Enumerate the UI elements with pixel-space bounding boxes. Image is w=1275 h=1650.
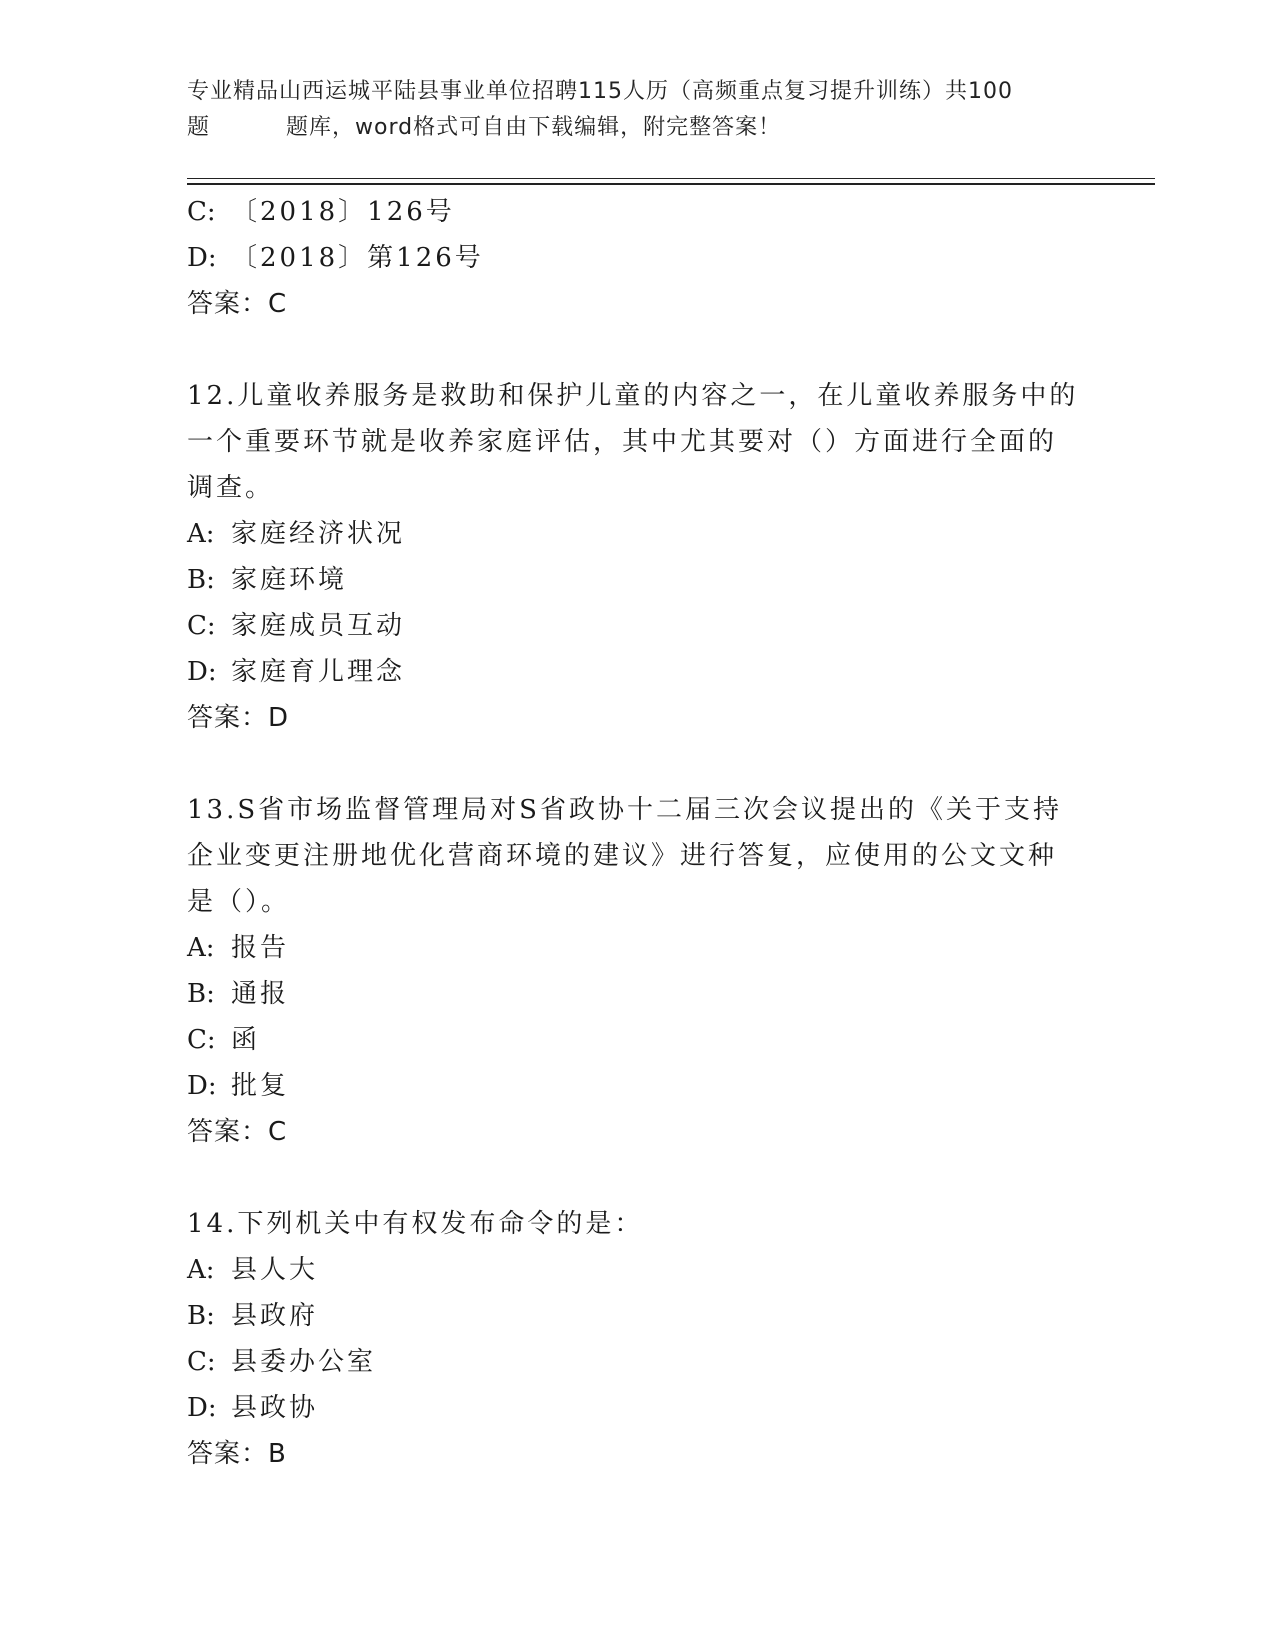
- option-a: A: 报告: [187, 933, 290, 963]
- header-line2-text: 题库，word格式可自由下载编辑，附完整答案！: [286, 115, 782, 140]
- option-d: D: 县政协: [187, 1393, 319, 1423]
- option-c: C: 〔2018〕126号: [187, 197, 455, 227]
- question-13: [187, 787, 1087, 1155]
- header-title-line1: 专业精品山西运城平陆县事业单位招聘115人历（高频重点复习提升训练）共100: [187, 79, 1013, 104]
- option-b: B: 通报: [187, 979, 290, 1009]
- question-text: 调查。: [187, 473, 275, 503]
- question-text: 12.儿童收养服务是救助和保护儿童的内容之一，在儿童收养服务中的: [187, 381, 1079, 411]
- answer-line: 答案：C: [187, 1117, 288, 1147]
- option-c: C: 函: [187, 1025, 261, 1055]
- answer-line: 答案：B: [187, 1439, 287, 1469]
- answer-line: 答案：C: [187, 289, 288, 319]
- header-line2-prefix: 题: [187, 115, 211, 140]
- answer-line: 答案：D: [187, 703, 290, 733]
- option-d: D: 〔2018〕第126号: [187, 243, 484, 273]
- question-14: [187, 1201, 1087, 1477]
- option-b: B: 家庭环境: [187, 565, 348, 595]
- option-a: A: 县人大: [187, 1255, 319, 1285]
- question-text: 企业变更注册地优化营商环境的建议》进行答复，应使用的公文文种: [187, 841, 1058, 871]
- header-divider-thick: [187, 183, 1155, 185]
- option-c: C: 家庭成员互动: [187, 611, 406, 641]
- option-d: D: 家庭育儿理念: [187, 657, 406, 687]
- option-a: A: 家庭经济状况: [187, 519, 406, 549]
- question-12: [187, 373, 1087, 741]
- option-b: B: 县政府: [187, 1301, 319, 1331]
- question-text: 14.下列机关中有权发布命令的是：: [187, 1209, 644, 1239]
- option-d: D: 批复: [187, 1071, 290, 1101]
- option-c: C: 县委办公室: [187, 1347, 377, 1377]
- question-text: 是（）。: [187, 887, 291, 917]
- question-text: 13.S省市场监督管理局对S省政协十二届三次会议提出的《关于支持: [187, 795, 1062, 825]
- page-header: [187, 74, 1087, 146]
- prev-question: [187, 189, 1087, 327]
- question-text: 一个重要环节就是收养家庭评估，其中尤其要对（）方面进行全面的: [187, 427, 1058, 457]
- header-divider-thin: [187, 178, 1155, 179]
- question-content: [187, 189, 1087, 1477]
- header-title-line2: [187, 110, 1087, 146]
